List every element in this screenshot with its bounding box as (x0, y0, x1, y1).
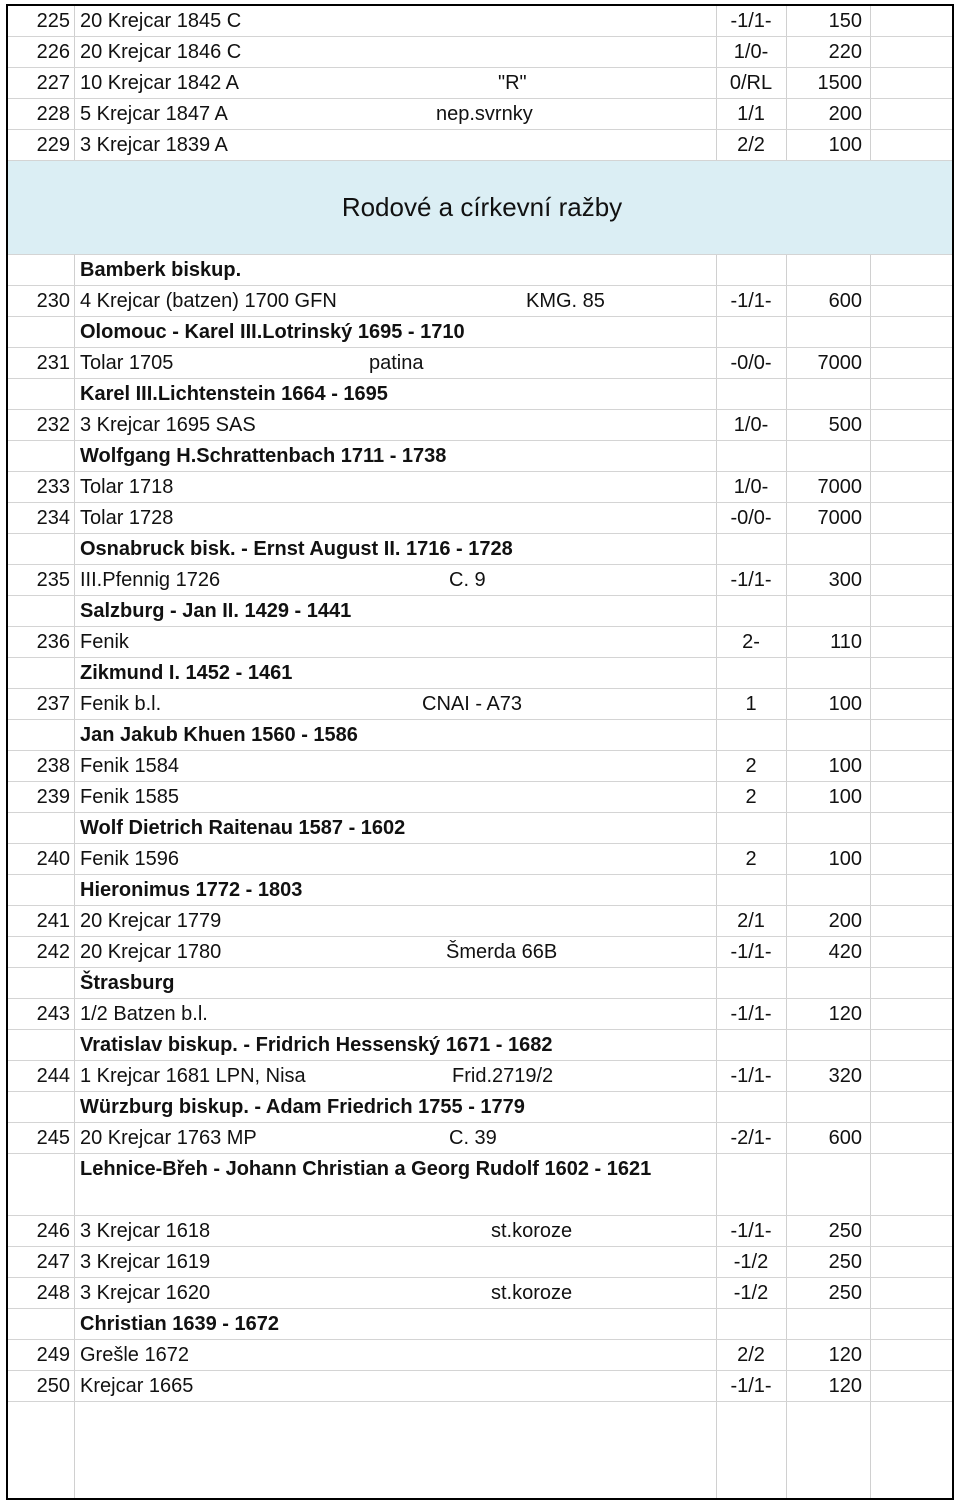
lot-number: 241 (36, 910, 70, 932)
table-row (8, 286, 952, 317)
coin-grade: 2/2 (737, 134, 765, 156)
group-heading: Wolfgang H.Schrattenbach 1711 - 1738 (80, 445, 447, 467)
table-row (8, 1278, 952, 1309)
coin-grade: -2/1- (730, 1127, 772, 1149)
group-heading: Štrasburg (80, 972, 175, 994)
coin-description: 20 Krejcar 1845 C (80, 10, 242, 32)
table-row (8, 410, 952, 441)
lot-number: 236 (36, 631, 70, 653)
group-heading: Würzburg biskup. - Adam Friedrich 1755 - 1779 (80, 1096, 525, 1118)
coin-description: Tolar 1705 (80, 352, 174, 374)
lot-number: 243 (36, 1003, 70, 1025)
coin-price: 120 (828, 1375, 862, 1397)
group-heading-row (8, 875, 952, 906)
coin-description: 3 Krejcar 1620 (80, 1282, 211, 1304)
coin-grade: -1/1- (730, 290, 772, 312)
coin-price: 300 (828, 569, 862, 591)
group-heading: Christian 1639 - 1672 (80, 1313, 279, 1335)
group-heading: Jan Jakub Khuen 1560 - 1586 (80, 724, 358, 746)
table-row (8, 1247, 952, 1278)
coin-grade: 2 (745, 755, 757, 777)
coin-price: 250 (828, 1251, 862, 1273)
lot-number: 233 (36, 476, 70, 498)
coin-description: Tolar 1728 (80, 507, 174, 529)
group-heading: Osnabruck bisk. - Ernst August II. 1716 - 1728 (80, 538, 513, 560)
group-heading-row (8, 534, 952, 565)
coin-grade: -1/1- (730, 10, 772, 32)
coin-price: 100 (828, 134, 862, 156)
table-row (8, 627, 952, 658)
coin-price: 320 (828, 1065, 862, 1087)
table-row (8, 844, 952, 875)
coin-description: Fenik (80, 631, 129, 653)
table-row (8, 1061, 952, 1092)
coin-description: Fenik 1585 (80, 786, 179, 808)
coin-grade: -0/0- (730, 352, 772, 374)
coin-description: Krejcar 1665 (80, 1375, 194, 1397)
table-row (8, 99, 952, 130)
coin-grade: -1/2 (733, 1251, 769, 1273)
table-row (8, 472, 952, 503)
lot-number: 230 (36, 290, 70, 312)
table-row (8, 937, 952, 968)
coin-description: Grešle 1672 (80, 1344, 189, 1366)
coin-grade: 2/2 (737, 1344, 765, 1366)
group-heading: Bamberk biskup. (80, 259, 242, 281)
coin-description: Fenik 1584 (80, 755, 179, 777)
group-heading-row (8, 317, 952, 348)
coin-description: 20 Krejcar 1780 (80, 941, 222, 963)
coin-grade: 0/RL (729, 72, 773, 94)
coin-price: 120 (828, 1344, 862, 1366)
group-heading-row (8, 441, 952, 472)
group-heading-row (8, 255, 952, 286)
coin-description: 3 Krejcar 1618 (80, 1220, 211, 1242)
lot-number: 246 (36, 1220, 70, 1242)
coin-grade: -0/0- (730, 507, 772, 529)
group-heading-row (8, 1030, 952, 1061)
lot-number: 237 (36, 693, 70, 715)
coin-price: 7000 (817, 476, 862, 498)
table-row (8, 689, 952, 720)
table-row (8, 6, 952, 37)
group-heading-row (8, 1309, 952, 1340)
coin-grade: -1/1- (730, 569, 772, 591)
table-row (8, 68, 952, 99)
coin-grade: 1/0- (733, 414, 769, 436)
coin-price: 110 (830, 631, 862, 653)
group-heading: Hieronimus 1772 - 1803 (80, 879, 303, 901)
lot-number: 234 (36, 507, 70, 529)
section-band (8, 161, 952, 255)
coin-price: 100 (828, 693, 862, 715)
coin-price: 1500 (817, 72, 862, 94)
lot-number: 229 (36, 134, 70, 156)
group-heading-row (8, 720, 952, 751)
coin-grade: 2 (745, 848, 757, 870)
lot-number: 250 (36, 1375, 70, 1397)
coin-price: 250 (828, 1220, 862, 1242)
group-heading: Karel III.Lichtenstein 1664 - 1695 (80, 383, 388, 405)
table-row (8, 1340, 952, 1371)
lot-number: 242 (36, 941, 70, 963)
coin-description: Fenik b.l. (80, 693, 162, 715)
group-heading-row (8, 813, 952, 844)
lot-number: 247 (36, 1251, 70, 1273)
coin-note: CNAI - A73 (422, 693, 523, 715)
coin-description: 20 Krejcar 1846 C (80, 41, 242, 63)
section-title: Rodové a církevní ražby (341, 192, 623, 222)
coin-description: III.Pfennig 1726 (80, 569, 221, 591)
coin-grade: -1/1- (730, 1375, 772, 1397)
coin-grade: 1/1 (737, 103, 765, 125)
coin-note: C. 9 (449, 569, 486, 591)
price-list-rows (8, 6, 952, 1402)
lot-number: 227 (36, 72, 70, 94)
coin-price: 100 (828, 848, 862, 870)
coin-note: KMG. 85 (526, 290, 605, 312)
coin-description: 1 Krejcar 1681 LPN, Nisa (80, 1065, 306, 1087)
lot-number: 231 (36, 352, 70, 374)
group-heading: Vratislav biskup. - Fridrich Hessenský 1671 - 1682 (80, 1034, 553, 1056)
coin-grade: -1/1- (730, 1003, 772, 1025)
coin-price: 7000 (817, 507, 862, 529)
coin-price: 600 (828, 1127, 862, 1149)
group-heading: Zikmund I. 1452 - 1461 (80, 662, 293, 684)
group-heading-row (8, 968, 952, 999)
group-heading-row (8, 658, 952, 689)
lot-number: 244 (36, 1065, 70, 1087)
table-row (8, 37, 952, 68)
coin-description: 3 Krejcar 1695 SAS (80, 414, 256, 436)
coin-note: st.koroze (491, 1282, 573, 1304)
coin-description: 10 Krejcar 1842 A (80, 72, 239, 94)
table-row (8, 130, 952, 161)
table-row (8, 1216, 952, 1247)
coin-price: 100 (828, 786, 862, 808)
coin-grade: 1/0- (733, 41, 769, 63)
coin-price: 420 (828, 941, 862, 963)
coin-grade: -1/1- (730, 1220, 772, 1242)
table-row (8, 503, 952, 534)
lot-number: 226 (36, 41, 70, 63)
lot-number: 232 (36, 414, 70, 436)
group-heading: Wolf Dietrich Raitenau 1587 - 1602 (80, 817, 406, 839)
coin-description: 20 Krejcar 1779 (80, 910, 222, 932)
coin-description: Tolar 1718 (80, 476, 174, 498)
coin-description: 1/2 Batzen b.l. (80, 1003, 208, 1025)
lot-number: 235 (36, 569, 70, 591)
coin-price: 7000 (817, 352, 862, 374)
coin-description: 3 Krejcar 1839 A (80, 134, 228, 156)
table-row (8, 782, 952, 813)
lot-number: 240 (36, 848, 70, 870)
group-heading: Salzburg - Jan II. 1429 - 1441 (80, 600, 352, 622)
coin-price: 500 (828, 414, 862, 436)
coin-price: 200 (828, 910, 862, 932)
coin-price: 120 (828, 1003, 862, 1025)
table-row (8, 906, 952, 937)
coin-grade: 1 (745, 693, 757, 715)
coin-price: 600 (828, 290, 862, 312)
coin-description: 20 Krejcar 1763 MP (80, 1127, 257, 1149)
group-heading: Olomouc - Karel III.Lotrinský 1695 - 1710 (80, 321, 465, 343)
coin-price: 220 (828, 41, 862, 63)
coin-description: 4 Krejcar (batzen) 1700 GFN (80, 290, 337, 312)
coin-grade: 1/0- (733, 476, 769, 498)
lot-number: 245 (36, 1127, 70, 1149)
coin-grade: -1/1- (730, 1065, 772, 1087)
lot-number: 238 (36, 755, 70, 777)
coin-note: patina (369, 352, 424, 374)
lot-number: 228 (36, 103, 70, 125)
lot-number: 249 (36, 1344, 70, 1366)
coin-grade: 2/1 (737, 910, 765, 932)
table-row (8, 1371, 952, 1402)
group-heading: Lehnice-Břeh - Johann Christian a Georg Rudolf 1602 - 1621 (80, 1158, 652, 1180)
coin-price: 250 (828, 1282, 862, 1304)
price-list-sheet (6, 4, 954, 1500)
table-row (8, 348, 952, 379)
group-heading-row (8, 379, 952, 410)
coin-grade: -1/2 (733, 1282, 769, 1304)
coin-note: C. 39 (449, 1127, 497, 1149)
coin-note: nep.svrnky (436, 103, 533, 125)
lot-number: 248 (36, 1282, 70, 1304)
table-row (8, 1123, 952, 1154)
coin-description: 3 Krejcar 1619 (80, 1251, 211, 1273)
coin-price: 200 (828, 103, 862, 125)
coin-grade: 2- (742, 631, 760, 653)
lot-number: 239 (36, 786, 70, 808)
coin-grade: 2 (745, 786, 757, 808)
coin-note: Frid.2719/2 (452, 1065, 554, 1087)
coin-grade: -1/1- (730, 941, 772, 963)
coin-note: Šmerda 66B (446, 941, 558, 963)
table-row (8, 565, 952, 596)
group-heading-row (8, 1092, 952, 1123)
lot-number: 225 (36, 10, 70, 32)
group-heading-row (8, 596, 952, 627)
group-heading-row (8, 1154, 952, 1216)
table-row (8, 751, 952, 782)
coin-price: 100 (828, 755, 862, 777)
table-row (8, 999, 952, 1030)
coin-description: Fenik 1596 (80, 848, 179, 870)
coin-description: 5 Krejcar 1847 A (80, 103, 228, 125)
coin-note: st.koroze (491, 1220, 573, 1242)
coin-price: 150 (828, 10, 862, 32)
coin-note: "R" (498, 72, 527, 94)
